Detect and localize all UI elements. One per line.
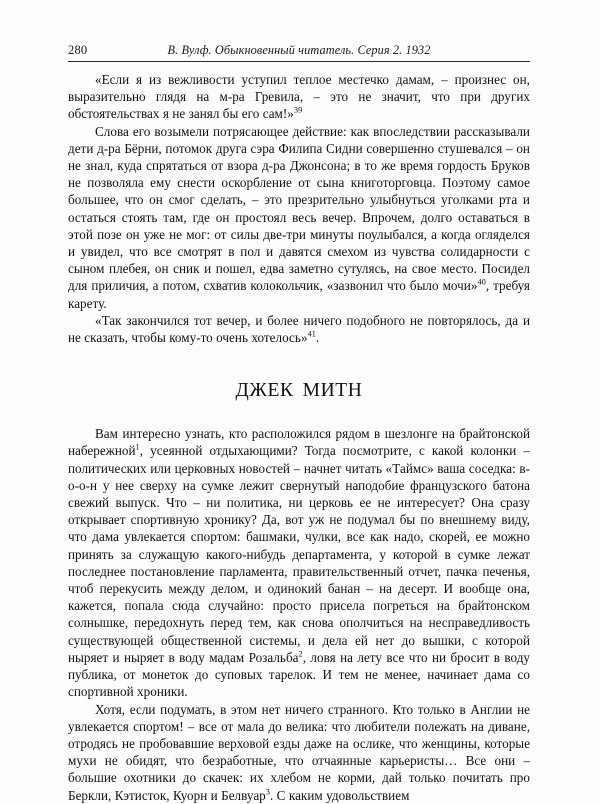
header-divider-rule [68,61,530,62]
paragraph-2-text-b: , требуя карету. [68,278,530,311]
running-head-title: В. Вулф. Обыкновенный читатель. Серия 2. 1932 [167,43,431,57]
paragraph-1-text: «Если я из вежливости уступил теплое местечко дамам, – произнес он, выразительно глядя на м-ра Гревила, – это не значит, что при других обстоятельствах я не занял бы его сам!» [68,72,530,122]
paragraph-3-text-a: «Так закончился тот вечер, и более ничего подобного не повторялось, да и не сказать, чтобы кому-то очень хотелось» [68,312,530,346]
chapter-title-word-1: ДЖЕК [235,380,294,402]
footnote-ref-2[interactable]: 2 [298,649,303,659]
paragraph-5-text-b: . С каким удовольствием [269,787,410,803]
paragraph-4 [68,425,530,700]
page-number: 280 [68,43,88,57]
footnote-ref-41[interactable]: 41 [307,329,316,339]
paragraph-5 [68,701,530,804]
paragraph-5-text-a: Хотя, если подумать, в этом нет ничего странного. Кто только в Англии не увлекается спортом! – все от мала до велика: что любители полежать на диване, отродясь не пробовавшие верховой езды даже на ослике, что женщины, которые мухи не обидят, что безработные, что отчаянные карьеристы… Все они – большие охотники до скачек: их хлебом не корми, дай только почитать про Беркли, Кэтисток, Куорн и Белвуар [68,701,530,803]
footnote-ref-3[interactable]: 3 [265,787,270,797]
footnote-ref-39[interactable]: 39 [293,106,303,116]
running-head [68,42,530,58]
paragraph-2 [68,123,530,312]
chapter-title [68,346,530,425]
footnote-ref-40[interactable]: 40 [477,278,486,288]
chapter-title-word-2: МИТН [302,380,363,402]
footnote-ref-1[interactable]: 1 [135,443,140,453]
body-text-block [68,71,530,804]
paragraph-2-text-a: Слова его возымели потрясающее действие: как впоследствии рассказывали дети д-ра Бёрни, потомок друга сэра Филипа Сидни совершенно стушевался – он не знал, куда спрятаться от взора д-ра Джонсона; в то же время гордость Бруков не позволяла ему снести оскорбление от сына книготорговца. Поэтому самое большее, что он смог сделать, – это презрительно улыбнуться уголками рта и остаться стоять там, где он простоял весь вечер. Впрочем, долго оставаться в этой позе он уже не мог: от силы две-три минуты поулыбался, а когда огляделся и увидел, что все смотрят в пол и давятся смехом из чувства солидарности с сыном плебея, он сник и пошел, едва заметно сутулясь, на свое место. Посидел для приличия, а потом, схватив колокольчик, «зазвонил что было мочи» [68,123,530,294]
paragraph-3-text-b: . [315,330,320,346]
paragraph-1 [68,71,530,123]
paragraph-3 [68,312,530,346]
paragraph-4-text-a: Вам интересно узнать, кто расположился рядом в шезлонге на брайтонской набережной [68,426,530,459]
paragraph-4-text-b: , усеянной отдыхающими? Тогда посмотрите, с какой колонки – политических или церковных новостей – начнет читать «Таймс» ваша соседка: в-о-о-н у нее сверху на сумке лежит свернутый наподобие французского батона свежий выпуск. Что – ни политика, ни церковь ее не интересует? Она сразу открывает спортивную хронику? Да, вот уж не подумал бы по внешнему виду, что дама увлекается спортом: башмаки, чулки, все как надо, скорей, ее можно принять за служащую какого-нибудь департамента, у которой в сумке лежат последнее постановление парламента, правительственный отчет, пачка печенья, чтоб перекусить между делом, и одинокий банан – на десерт. И вообще она, кажется, попала сюда случайно: просто присела погреться на брайтонском солнышке, передохнуть перед тем, как снова ополчиться на несправедливость существующей общественной системы, и дела ей нет до вышки, с которой ныряет и ныряет в воду мадам Розальба [68,443,530,665]
paragraph-4-text-c: , ловя на лету все что ни бросит в воду публика, от монеток до суповых тарелок. И тем не менее, начинает дама со спортивной хроники. [68,649,530,700]
